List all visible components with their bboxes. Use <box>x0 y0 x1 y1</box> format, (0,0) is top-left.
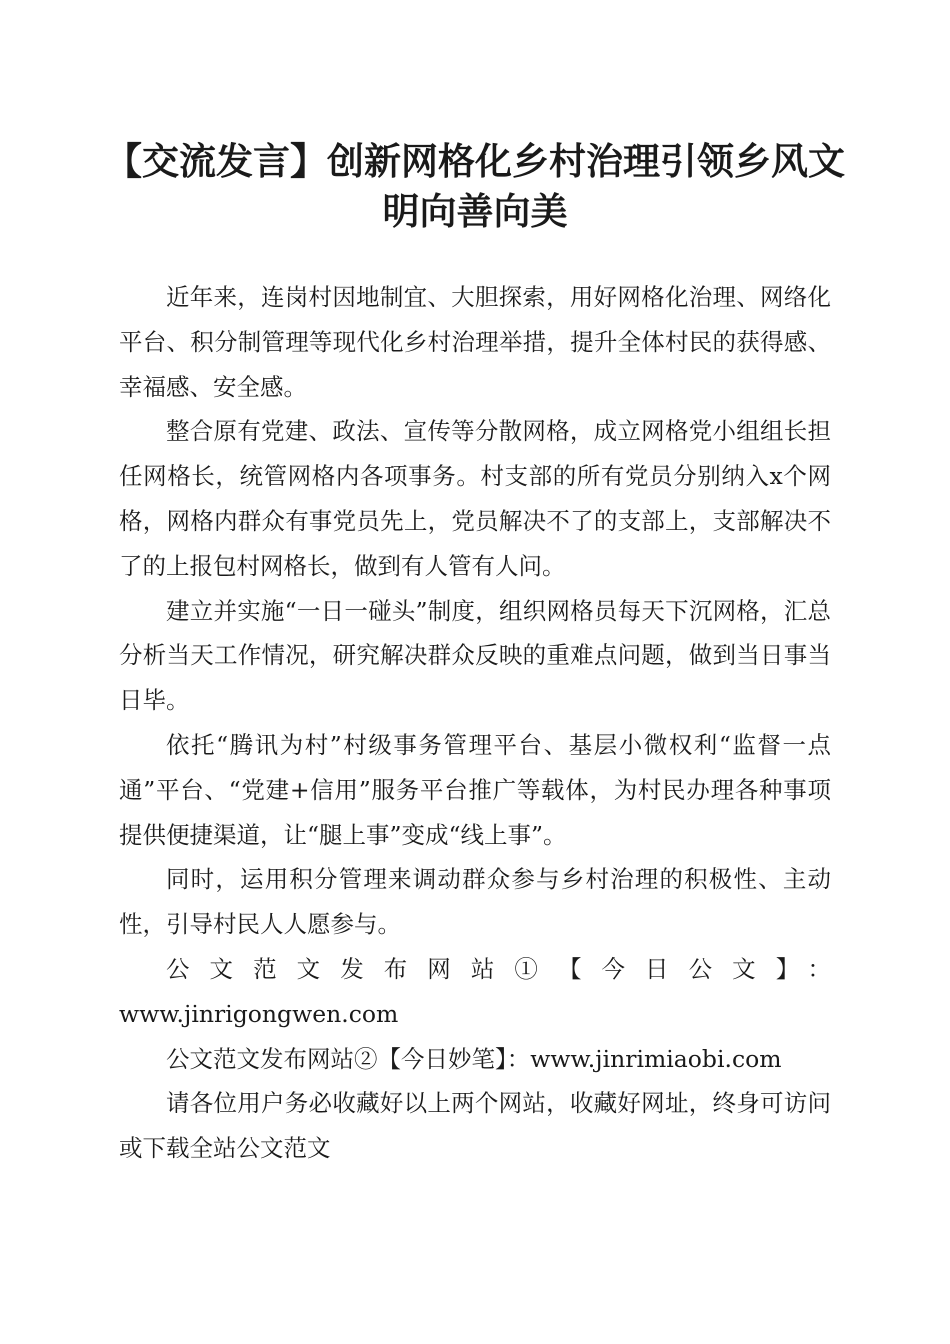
title-line-2: 明向善向美 <box>382 189 568 233</box>
document-body <box>119 275 831 1171</box>
notice-paragraph: 请各位用户务必收藏好以上两个网站，收藏好网址，终身可访问或下载全站公文范文 <box>119 1089 831 1163</box>
paragraph-intro: 近年来，连岗村因地制宜、大胆探索，用好网格化治理、网络化平台、积分制管理等现代化乡村治理举措，提升全体村民的获得感、幸福感、安全感。 <box>119 283 831 401</box>
paragraph-grid: 整合原有党建、政法、宣传等分散网格，成立网格党小组组长担任网格长，统管网格内各项事务。村支部的所有党员分别纳入x个网格，网格内群众有事党员先上，党员解决不了的支部上，支部解决不了的上报包村网格长，做到有人管有人问。 <box>119 417 831 580</box>
paragraph-daily-meeting: 建立并实施“一日一碰头”制度，组织网格员每天下沉网格，汇总分析当天工作情况，研究解决群众反映的重难点问题，做到当日事当日毕。 <box>119 596 831 715</box>
website-1-label: 公文范文发布网站①【今日公文】： <box>166 954 831 983</box>
website-2-line: 公文范文发布网站②【今日妙笔】：www.jinrimiaobi.com <box>166 1044 782 1073</box>
paragraph-points: 同时，运用积分管理来调动群众参与乡村治理的积极性、主动性，引导村民人人愿参与。 <box>119 865 831 939</box>
website-1-url: www.jinrigongwen.com <box>119 999 399 1028</box>
document-title <box>100 136 850 236</box>
paragraph-platforms: 依托“腾讯为村”村级事务管理平台、基层小微权利“监督一点通”平台、“党建+信用”服务平台推广等载体，为村民办理各种事项提供便捷渠道，让“腿上事”变成“线上事”。 <box>119 730 831 849</box>
title-line-1: 【交流发言】创新网格化乡村治理引领乡风文 <box>105 139 845 183</box>
